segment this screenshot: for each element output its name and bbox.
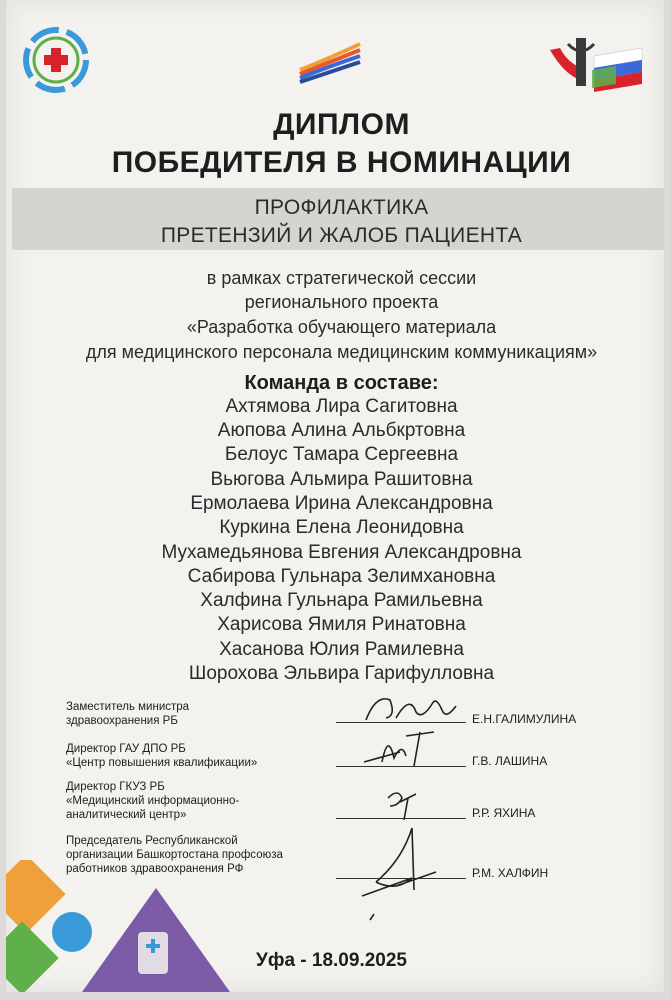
signature-mark: [378, 784, 438, 824]
signatory-position: Заместитель министра здравоохранения РБ: [66, 701, 190, 727]
context-line: регионального проекта: [244, 292, 439, 312]
diploma-sheet: [6, 0, 664, 992]
signatory-position: Председатель Республиканской организации Башкортостана профсоюза работников здравоохранения РФ: [66, 835, 283, 875]
nomination-line-2: ПРЕТЕНЗИЙ И ЖАЛОБ ПАЦИЕНТА: [160, 224, 523, 247]
team-member: Ермолаева Ирина Александровна: [190, 493, 493, 514]
team-member: Мухамедьянова Евгения Александровна: [161, 542, 522, 563]
training-center-logo: [294, 36, 366, 84]
medical-center-logo: [20, 24, 92, 96]
trade-union-logo: [546, 30, 646, 92]
nomination-line-1: ПРОФИЛАКТИКА: [254, 196, 429, 219]
team-member: Белоус Тамара Сергеевна: [224, 444, 459, 465]
signatory-name: Е.Н.ГАЛИМУЛИНА: [472, 712, 577, 726]
diploma-title: ДИПЛОМ: [273, 108, 410, 141]
signatory-name: Г.В. ЛАШИНА: [472, 754, 548, 768]
signatory-position: Директор ГАУ ДПО РБ «Центр повышения квалификации»: [66, 743, 258, 769]
team-heading: Команда в составе:: [244, 372, 439, 394]
team-member: Куркина Елена Леонидовна: [219, 517, 464, 538]
signature-mark: [354, 722, 454, 770]
diploma-subtitle: ПОБЕДИТЕЛЯ В НОМИНАЦИИ: [111, 146, 572, 179]
decorative-corner: [6, 860, 246, 992]
signatory-name: Р.Р. ЯХИНА: [472, 806, 536, 820]
team-member: Аюпова Алина Альбкртовна: [217, 420, 466, 441]
team-member: Халфина Гульнара Рамильевна: [200, 590, 483, 611]
context-line: в рамках стратегической сессии: [206, 268, 477, 288]
context-line: для медицинского персонала медицинским коммуникациям»: [85, 342, 598, 362]
place-and-date: Уфа - 18.09.2025: [256, 950, 407, 971]
team-member: Вьюгова Альмира Рашитовна: [210, 469, 473, 490]
signatory-name: Р.М. ХАЛФИН: [472, 866, 549, 880]
signatory-position: Директор ГКУЗ РБ «Медицинский информационно- аналитический центр»: [66, 781, 240, 821]
team-member: Хасанова Юлия Рамилевна: [219, 639, 464, 660]
team-member: Сабирова Гульнара Зелимхановна: [187, 566, 496, 587]
context-line: «Разработка обучающего материала: [186, 317, 497, 337]
team-member: Харисова Ямиля Ринатовна: [217, 614, 466, 635]
signature-mark: [356, 820, 466, 930]
team-member: Шорохова Эльвира Гарифулловна: [188, 663, 495, 684]
team-member: Ахтямова Лира Сагитовна: [225, 396, 458, 417]
